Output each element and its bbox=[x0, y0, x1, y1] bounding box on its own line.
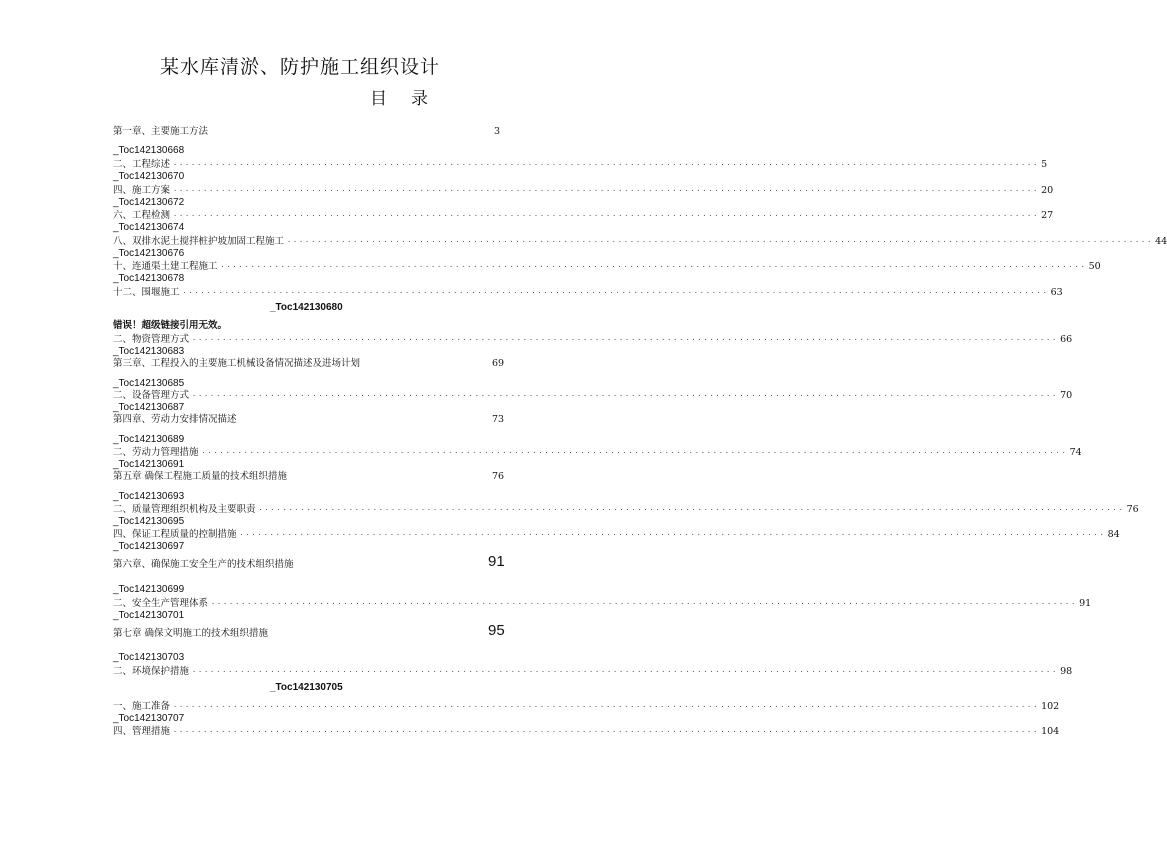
toc-anchor: _Toc142130676 bbox=[113, 248, 185, 259]
toc-entry-text: 二、设备管理方式 bbox=[113, 390, 190, 401]
toc-entry-text: 二、工程综述 bbox=[113, 159, 171, 170]
toc-entry[interactable] bbox=[113, 285, 1063, 299]
leader-dots: ................................................................................................................................................ bbox=[192, 334, 1059, 342]
toc-entry-text: 十、连通渠土建工程施工 bbox=[113, 261, 218, 272]
toc-entry[interactable] bbox=[113, 724, 1060, 738]
toc-anchor: _Toc142130678 bbox=[113, 273, 185, 284]
toc-anchor: _Toc142130699 bbox=[113, 584, 185, 595]
toc-entry-page: 3 bbox=[494, 126, 501, 137]
toc-entry-text[interactable]: 第七章 确保文明施工的技术组织措施 bbox=[113, 628, 269, 639]
leader-dots: ................................................................................................................................................ bbox=[173, 159, 1040, 167]
toc-entry-text[interactable]: 第一章、主要施工方法 bbox=[113, 126, 209, 137]
toc-entry-page: 98 bbox=[1060, 666, 1073, 677]
toc-anchor: _Toc142130689 bbox=[113, 434, 185, 445]
document-title: 某水库清淤、防护施工组织设计 bbox=[159, 56, 440, 78]
toc-entry-text: 二、物资管理方式 bbox=[113, 334, 190, 345]
toc-anchor: _Toc142130705 bbox=[270, 682, 343, 693]
leader-dots: ................................................................................................................................................ bbox=[287, 236, 1154, 244]
leader-dots: ................................................................................................................................................ bbox=[173, 185, 1040, 193]
leader-dots: ................................................................................................................................................ bbox=[201, 447, 1068, 455]
toc-anchor: _Toc142130703 bbox=[113, 652, 185, 663]
toc-heading: 目录 bbox=[370, 89, 452, 109]
toc-entry-page: 76 bbox=[1126, 504, 1139, 515]
toc-entry[interactable] bbox=[113, 445, 1082, 459]
toc-entry[interactable] bbox=[113, 596, 1092, 610]
toc-entry-page: 69 bbox=[492, 358, 505, 369]
toc-entry-page: 27 bbox=[1041, 210, 1054, 221]
toc-entry-text: 十二、围堰施工 bbox=[113, 287, 180, 298]
toc-entry-text: 四、保证工程质量的控制措施 bbox=[113, 529, 237, 540]
toc-anchor: _Toc142130707 bbox=[113, 713, 185, 724]
toc-entry[interactable] bbox=[113, 208, 1054, 222]
toc-entry-text[interactable]: 第三章、工程投入的主要施工机械设备情况描述及进场计划 bbox=[113, 358, 361, 369]
toc-anchor: _Toc142130695 bbox=[113, 516, 185, 527]
toc-entry-page: 91 bbox=[1079, 598, 1092, 609]
toc-entry-text: 二、环境保护措施 bbox=[113, 666, 190, 677]
toc-anchor: _Toc142130693 bbox=[113, 491, 185, 502]
error-message: 错误！超级链接引用无效。 bbox=[113, 320, 228, 331]
leader-dots: ................................................................................................................................................ bbox=[220, 261, 1087, 269]
toc-entry-text: 四、施工方案 bbox=[113, 185, 171, 196]
toc-entry[interactable] bbox=[113, 183, 1054, 197]
toc-anchor: _Toc142130701 bbox=[113, 610, 185, 621]
toc-entry-page: 20 bbox=[1041, 185, 1054, 196]
toc-entry[interactable] bbox=[113, 527, 1120, 541]
leader-dots: ................................................................................................................................................ bbox=[173, 210, 1040, 218]
toc-entry-text[interactable]: 第五章 确保工程施工质量的技术组织措施 bbox=[113, 471, 288, 482]
toc-entry[interactable] bbox=[113, 664, 1073, 678]
toc-anchor: _Toc142130674 bbox=[113, 222, 185, 233]
toc-anchor: _Toc142130683 bbox=[113, 346, 185, 357]
toc-entry-page: 76 bbox=[492, 471, 505, 482]
toc-anchor: _Toc142130691 bbox=[113, 459, 185, 470]
toc-entry-page: 104 bbox=[1041, 726, 1060, 737]
toc-entry-text[interactable]: 第六章、确保施工安全生产的技术组织措施 bbox=[113, 559, 294, 570]
leader-dots: ................................................................................................................................................ bbox=[192, 390, 1059, 398]
leader-dots: ................................................................................................................................................ bbox=[258, 504, 1125, 512]
toc-entry-text: 八、双排水泥土搅拌桩护坡加固工程施工 bbox=[113, 236, 285, 247]
toc-entry-page: 73 bbox=[492, 414, 505, 425]
leader-dots: ................................................................................................................................................ bbox=[192, 666, 1059, 674]
toc-anchor: _Toc142130687 bbox=[113, 402, 185, 413]
leader-dots: ................................................................................................................................................ bbox=[211, 598, 1078, 606]
toc-entry-page: 70 bbox=[1060, 390, 1073, 401]
toc-entry-page: 50 bbox=[1088, 261, 1101, 272]
toc-entry-page: 84 bbox=[1107, 529, 1120, 540]
toc-anchor: _Toc142130670 bbox=[113, 171, 185, 182]
toc-entry[interactable] bbox=[113, 332, 1073, 346]
toc-entry-text: 六、工程检测 bbox=[113, 210, 171, 221]
toc-entry-text: 二、劳动力管理措施 bbox=[113, 447, 199, 458]
toc-anchor: _Toc142130697 bbox=[113, 541, 185, 552]
toc-entry[interactable] bbox=[113, 157, 1048, 171]
toc-entry-page: 66 bbox=[1060, 334, 1073, 345]
toc-anchor: _Toc142130685 bbox=[113, 378, 185, 389]
toc-entry-page: 44 bbox=[1155, 236, 1167, 247]
toc-entry-page: 5 bbox=[1041, 159, 1048, 170]
toc-anchor: _Toc142130668 bbox=[113, 145, 185, 156]
toc-entry-text: 二、安全生产管理体系 bbox=[113, 598, 209, 609]
toc-anchor: _Toc142130680 bbox=[270, 302, 343, 313]
toc-entry-page: 74 bbox=[1069, 447, 1082, 458]
toc-entry-page: 63 bbox=[1050, 287, 1063, 298]
toc-entry[interactable] bbox=[113, 234, 1167, 248]
toc-entry-text: 二、质量管理组织机构及主要职责 bbox=[113, 504, 256, 515]
toc-entry[interactable] bbox=[113, 259, 1101, 273]
toc-entry-page: 102 bbox=[1041, 701, 1060, 712]
toc-entry[interactable] bbox=[113, 502, 1139, 516]
toc-entry-page: 95 bbox=[488, 622, 505, 639]
toc-entry-text[interactable]: 第四章、劳动力安排情况描述 bbox=[113, 414, 237, 425]
leader-dots: ................................................................................................................................................ bbox=[239, 529, 1106, 537]
toc-entry[interactable] bbox=[113, 699, 1060, 713]
toc-entry-page: 91 bbox=[488, 553, 505, 570]
leader-dots: ................................................................................................................................................ bbox=[173, 701, 1040, 709]
leader-dots: ................................................................................................................................................ bbox=[173, 726, 1040, 734]
leader-dots: ................................................................................................................................................ bbox=[182, 287, 1049, 295]
toc-entry[interactable] bbox=[113, 388, 1073, 402]
toc-anchor: _Toc142130672 bbox=[113, 197, 185, 208]
toc-entry-text: 一、施工准备 bbox=[113, 701, 171, 712]
toc-entry-text: 四、管理措施 bbox=[113, 726, 171, 737]
